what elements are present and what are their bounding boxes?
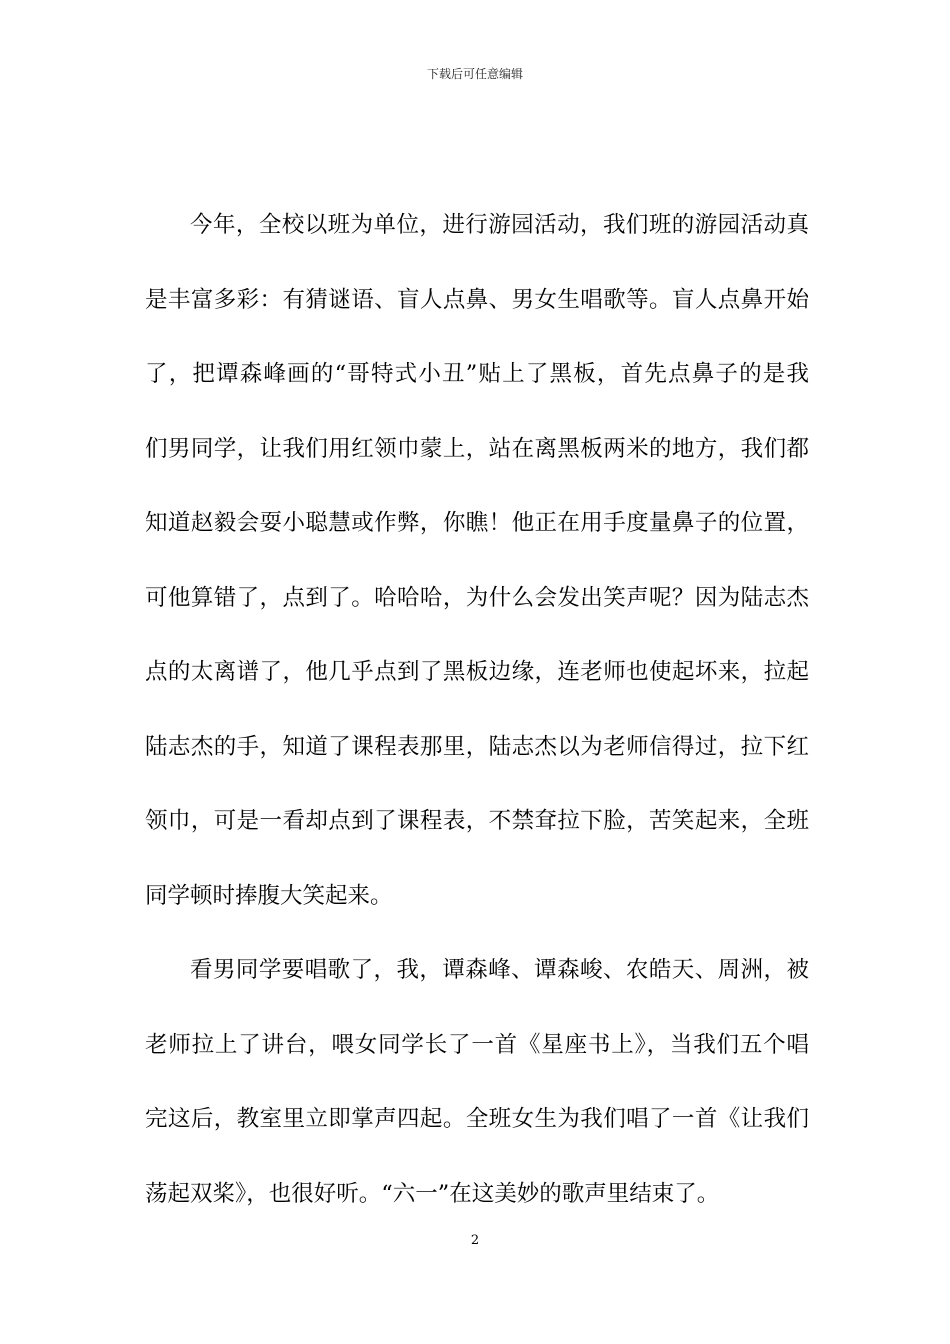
paragraph-2 [145,940,809,1238]
text-line: 领巾，可是一看却点到了课程表，不禁耷拉下脸，苦笑起来，全班 [145,808,809,834]
page-number: 2 [470,1233,480,1248]
text-line: 陆志杰的手，知道了课程表那里，陆志杰以为老师信得过，拉下红 [145,733,809,760]
text-line: 知道赵毅会耍小聪慧或作弊，你瞧！他正在用手度量鼻子的位置， [145,510,809,536]
text-line: 老师拉上了讲台，喂女同学长了一首《星座书上》，当我们五个唱 [145,1031,809,1058]
document-body [145,195,809,1238]
text-line: 们男同学，让我们用红领巾蒙上，站在离黑板两米的地方，我们都 [145,435,809,462]
text-line: 是丰富多彩：有猜谜语、盲人点鼻、男女生唱歌等。盲人点鼻开始 [145,286,809,313]
text-line: 点的太离谱了，他几乎点到了黑板边缘，连老师也使起坏来，拉起 [145,659,809,685]
text-line: 可他算错了，点到了。哈哈哈，为什么会发出笑声呢？因为陆志杰 [145,584,809,611]
text-line: 荡起双桨》，也很好听。“六一”在这美妙的歌声里结束了。 [145,1180,720,1207]
text-line: 完这后，教室里立即掌声四起。全班女生为我们唱了一首《让我们 [145,1106,809,1132]
text-line: 了，把谭森峰画的“哥特式小丑”贴上了黑板，首先点鼻子的是我 [145,361,809,387]
text-line: 同学顿时捧腹大笑起来。 [145,882,393,909]
text-line: 今年，全校以班为单位，进行游园活动，我们班的游园活动真 [190,212,809,238]
paragraph-1 [145,195,809,940]
text-line: 看男同学要唱歌了，我，谭森峰、谭森峻、农皓天、周洲，被 [190,957,809,983]
page-header: 下载后可任意编辑 [426,67,523,81]
